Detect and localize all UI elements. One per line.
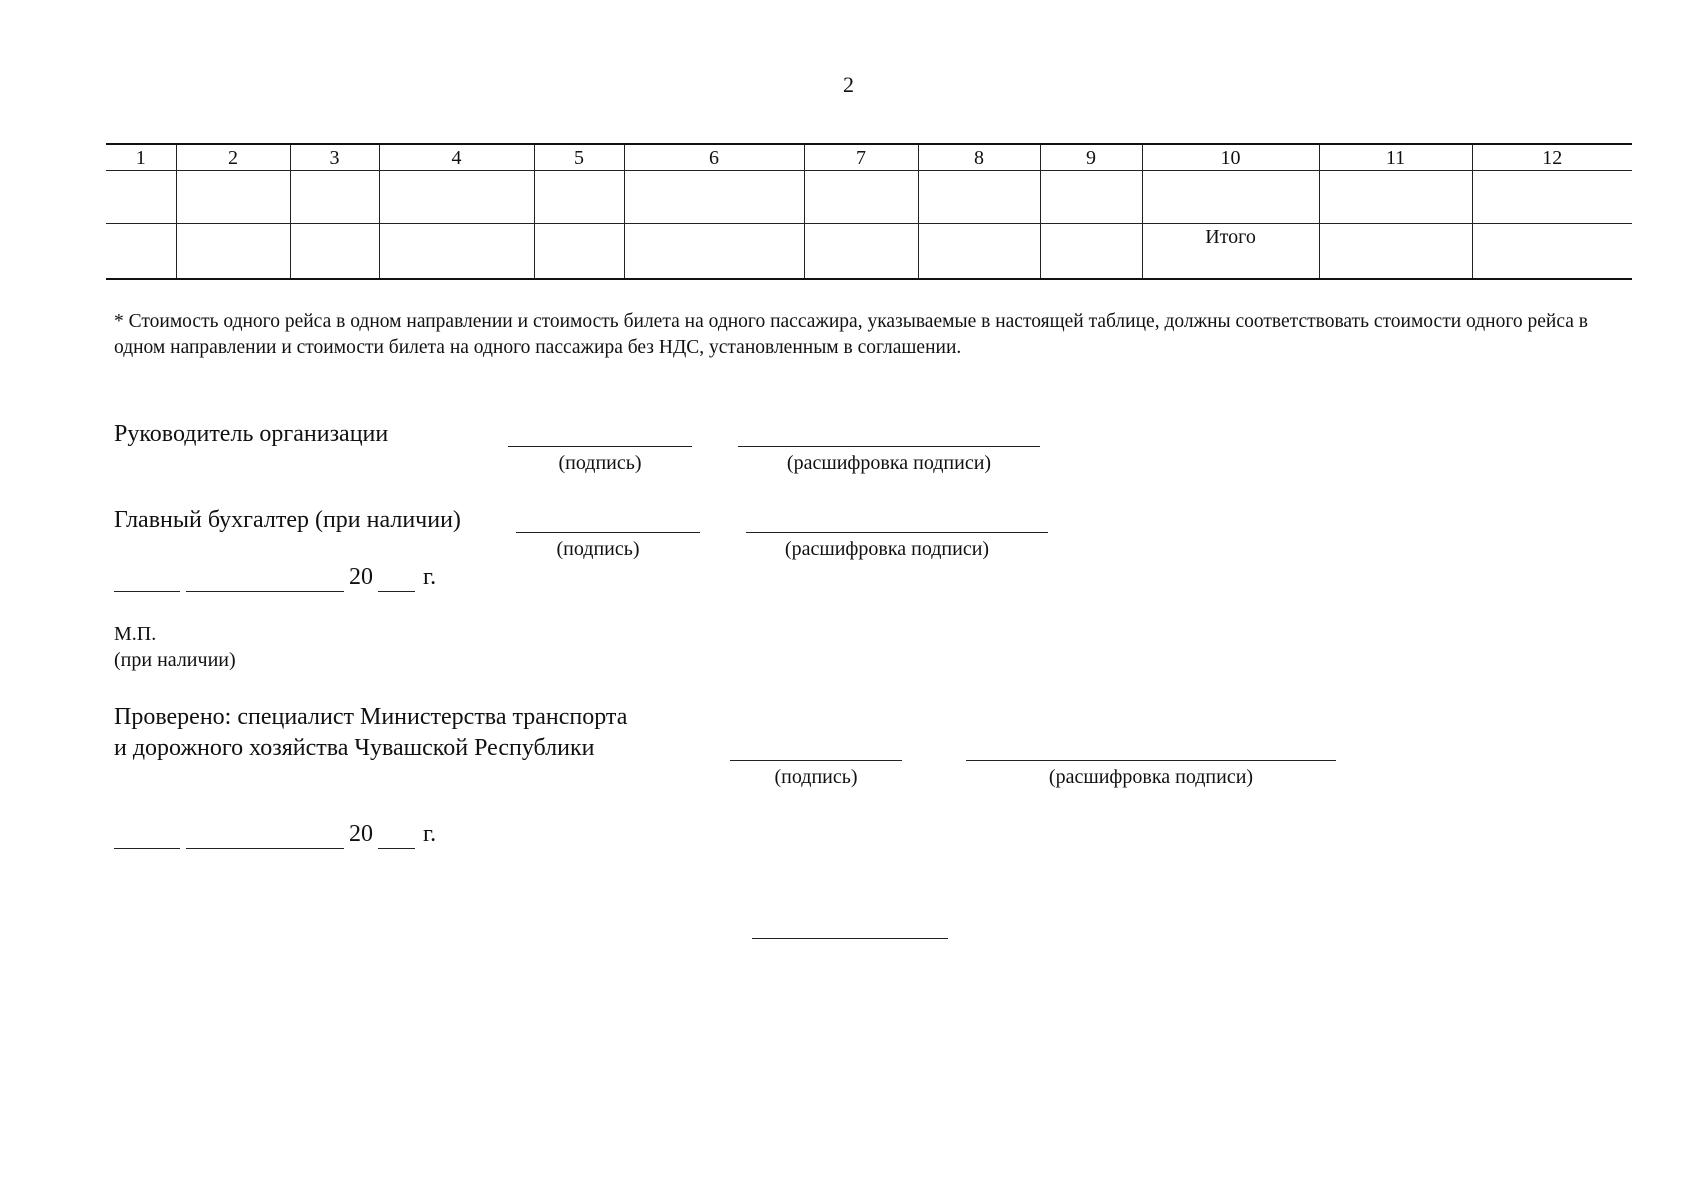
accountant-signature-line	[516, 532, 700, 533]
table-cell	[534, 224, 624, 280]
table-cell	[1472, 224, 1632, 280]
verified-label-line1: Проверено: специалист Министерства транспорта	[114, 704, 628, 730]
date-year-line	[378, 591, 415, 592]
column-header: 9	[1040, 144, 1142, 171]
head-signature-caption: (подпись)	[558, 452, 642, 474]
column-header: 4	[379, 144, 534, 171]
table-total-row	[106, 224, 1632, 280]
accountant-decoding-caption: (расшифровка подписи)	[784, 538, 990, 560]
accountant-label: Главный бухгалтер (при наличии)	[114, 507, 461, 533]
date-year-prefix: 20	[349, 564, 373, 590]
head-decoding-caption: (расшифровка подписи)	[786, 452, 992, 474]
table-cell	[1040, 171, 1142, 224]
column-header: 3	[290, 144, 379, 171]
column-header: 10	[1142, 144, 1319, 171]
date2-year-prefix: 20	[349, 821, 373, 847]
table-cell	[290, 224, 379, 280]
table-cell	[106, 171, 176, 224]
table-cell	[804, 224, 918, 280]
table-cell	[176, 224, 290, 280]
column-header: 7	[804, 144, 918, 171]
table-cell	[379, 224, 534, 280]
column-header: 6	[624, 144, 804, 171]
verified-signature-line	[730, 760, 902, 761]
table-cell	[1040, 224, 1142, 280]
table-header-row	[106, 144, 1632, 171]
table-cell	[106, 224, 176, 280]
table-cell	[176, 171, 290, 224]
column-header: 11	[1319, 144, 1472, 171]
column-header: 8	[918, 144, 1040, 171]
stamp-note: (при наличии)	[114, 649, 236, 671]
verified-signature-caption: (подпись)	[774, 766, 858, 788]
verified-decoding-line	[966, 760, 1336, 761]
table-cell	[290, 171, 379, 224]
date2-day-line	[114, 848, 180, 849]
table-cell	[804, 171, 918, 224]
table-cell	[918, 171, 1040, 224]
date2-suffix: г.	[423, 821, 437, 847]
date2-year-line	[378, 848, 415, 849]
total-label: Итого	[1142, 224, 1319, 280]
table-cell	[1142, 171, 1319, 224]
footnote: * Стоимость одного рейса в одном направлении и стоимость билета на одного пассажира, указываемые в настоящей таблице, должны соответствовать стоимости одного рейса в одном направлении и стоимости билета на одного пассажира без НДС, установленным в соглашении.	[114, 311, 1588, 358]
stamp-label: М.П.	[114, 623, 157, 645]
verified-decoding-caption: (расшифровка подписи)	[1048, 766, 1254, 788]
table-cell	[1319, 224, 1472, 280]
accountant-decoding-line	[746, 532, 1048, 533]
table-cell	[379, 171, 534, 224]
table-cell	[624, 224, 804, 280]
head-label: Руководитель организации	[114, 421, 389, 447]
table-cell	[624, 171, 804, 224]
page-number: 2	[843, 72, 854, 97]
column-header: 1	[106, 144, 176, 171]
end-separator	[752, 938, 948, 939]
date-suffix: г.	[423, 564, 437, 590]
accountant-signature-caption: (подпись)	[556, 538, 640, 560]
head-decoding-line	[738, 446, 1040, 447]
head-signature-line	[508, 446, 692, 447]
column-header: 5	[534, 144, 624, 171]
column-header: 2	[176, 144, 290, 171]
column-header: 12	[1472, 144, 1632, 171]
table-cell	[1472, 171, 1632, 224]
date2-month-line	[186, 848, 344, 849]
date-day-line	[114, 591, 180, 592]
verified-label-line2: и дорожного хозяйства Чувашской Республики	[114, 735, 595, 761]
date-month-line	[186, 591, 344, 592]
table-cell	[1319, 171, 1472, 224]
data-table	[106, 143, 1632, 280]
table-cell	[918, 224, 1040, 280]
table-cell	[534, 171, 624, 224]
table-row	[106, 171, 1632, 224]
